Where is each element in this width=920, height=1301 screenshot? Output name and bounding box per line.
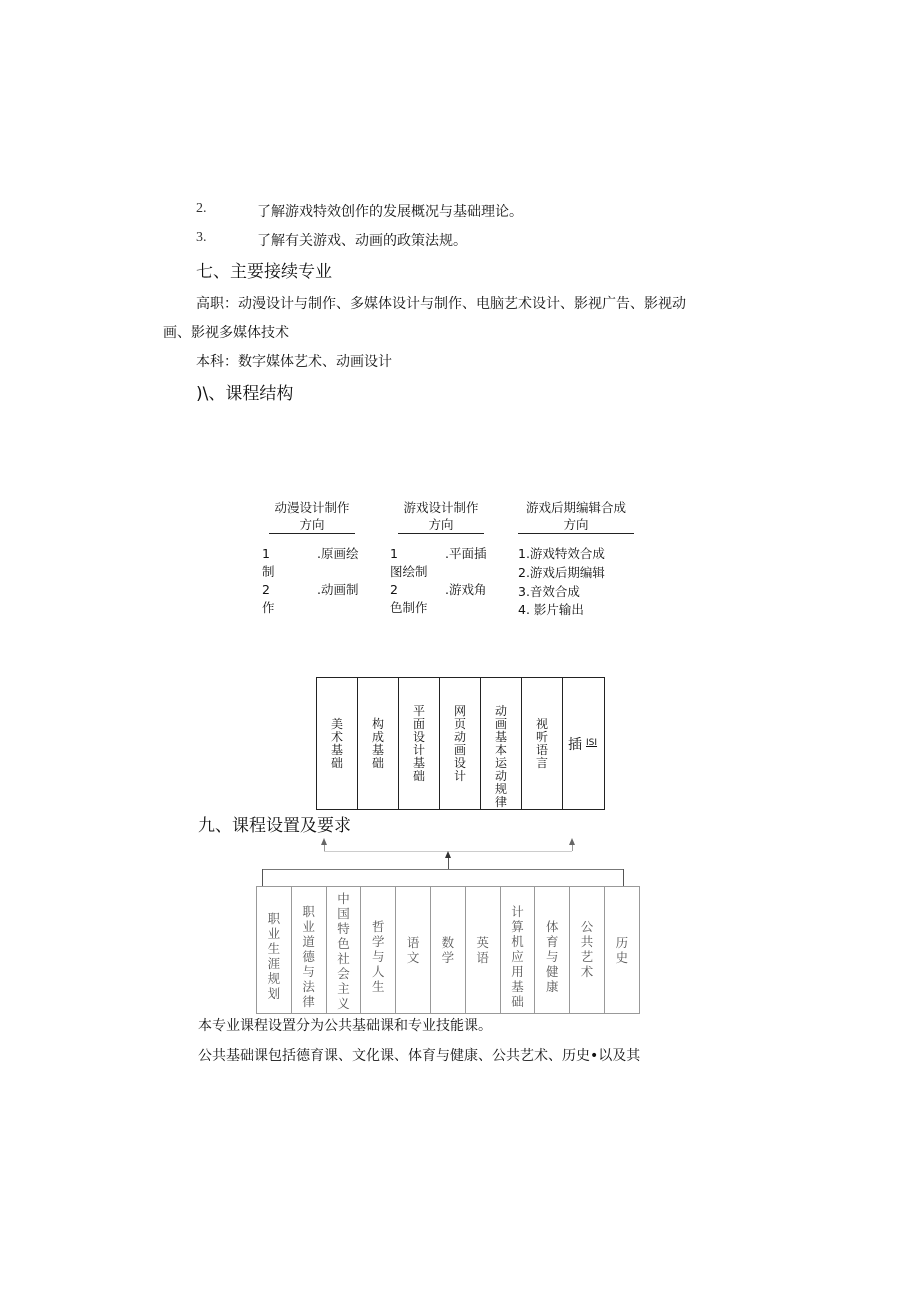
- dir1-item-a-number: 1: [262, 546, 270, 561]
- arrow-up-icon: [445, 851, 451, 858]
- connector-right-stem: [572, 845, 573, 851]
- public-course-box: [327, 887, 362, 1013]
- public-course-label: 职业道德与法律: [302, 904, 315, 1009]
- public-course-box: [570, 887, 605, 1013]
- public-course-label: 中国特色社会主义: [337, 891, 350, 1011]
- public-course-label: 英语: [476, 935, 489, 965]
- connector-left-drop: [262, 869, 263, 886]
- item-3-text: 了解有关游戏、动画的政策法规。: [257, 233, 467, 249]
- public-course-label: 职业生涯规划: [267, 911, 281, 1001]
- public-course-label: 哲学与人生: [372, 919, 385, 994]
- section-9-heading: 九、课程设置及要求: [198, 816, 351, 836]
- core-course-row: [316, 677, 605, 810]
- direction-3-title-line2: 方向: [563, 517, 589, 532]
- benke-line: 本科：数字媒体艺术、动画设计: [196, 354, 392, 370]
- section-9-para-1: 本专业课程设置分为公共基础课和专业技能课。: [198, 1018, 492, 1034]
- public-course-box: [257, 887, 292, 1013]
- public-course-label: 体育与健康: [546, 919, 559, 994]
- gaozhi-line-1: 高职：动漫设计与制作、多媒体设计与制作、电脑艺术设计、影视广告、影视动: [196, 296, 686, 312]
- direction-1-title-line2: 方向: [299, 517, 325, 532]
- core-course-box: [481, 678, 522, 809]
- dir2-item-a-cont: 图绘制: [390, 564, 428, 579]
- connector-center-stem: [448, 858, 449, 869]
- arrow-up-icon: [569, 838, 575, 845]
- dir1-item-b-cont: 作: [262, 600, 275, 615]
- public-course-row: [256, 886, 640, 1014]
- direction-1-rule: [269, 533, 355, 534]
- direction-3-rule: [518, 533, 634, 534]
- direction-1-title-line1: 动漫设计制作: [274, 500, 350, 515]
- gaozhi-line-2: 画、影视多媒体技术: [163, 325, 289, 341]
- core-course-box-last: [563, 678, 605, 809]
- direction-2-title-line2: 方向: [428, 517, 454, 532]
- item-3-number: 3.: [196, 230, 207, 245]
- arrow-up-icon: [321, 838, 327, 845]
- direction-3-title-line1: 游戏后期编辑合成: [525, 500, 626, 515]
- dir1-item-a-text: .原画绘: [317, 546, 359, 561]
- core-course-label: 构成基础: [371, 717, 384, 770]
- direction-2-title-line1: 游戏设计制作: [403, 500, 479, 515]
- public-course-label: 公共艺术: [580, 919, 594, 979]
- item-2-text: 了解游戏特效创作的发展概况与基础理论。: [257, 204, 523, 220]
- direction-1-title: [262, 499, 362, 533]
- public-course-label: 计算机应用基础: [511, 904, 524, 1009]
- direction-2-title: [390, 499, 492, 533]
- dir1-item-b-number: 2: [262, 582, 270, 597]
- dir2-item-b-number: 2: [390, 582, 398, 597]
- public-course-box: [361, 887, 396, 1013]
- core-course-label: 视听语言: [535, 717, 548, 770]
- public-course-box: [431, 887, 466, 1013]
- dir1-item-b-text: .动画制: [317, 582, 359, 597]
- core-course-label: 动画基本运动规律: [494, 704, 507, 809]
- connector-bracket-line: [262, 869, 624, 870]
- core-course-box: [317, 678, 358, 809]
- dir2-item-a-number: 1: [390, 546, 398, 561]
- core-course-box: [522, 678, 563, 809]
- public-course-box: [535, 887, 570, 1013]
- core-course-box: [399, 678, 440, 809]
- dir3-item-1: 1.游戏特效合成: [518, 546, 605, 561]
- dir2-item-b-cont: 色制作: [390, 600, 428, 615]
- section-7-heading: 七、主要接续专业: [196, 262, 332, 282]
- connector-right-drop: [623, 869, 624, 886]
- public-course-box: [466, 887, 501, 1013]
- core-course-box: [440, 678, 481, 809]
- core-course-last-suffix: ISI: [586, 738, 598, 748]
- public-course-box: [292, 887, 327, 1013]
- direction-3-title: [516, 499, 636, 533]
- direction-2-rule: [398, 533, 484, 534]
- dir3-item-3: 3.音效合成: [518, 584, 580, 599]
- core-course-box: [358, 678, 399, 809]
- core-course-label: 网页动画设计: [453, 704, 466, 783]
- dir3-item-2: 2.游戏后期编辑: [518, 565, 605, 580]
- core-course-last-char: 插: [568, 737, 582, 753]
- dir3-item-4: 4. 影片输出: [518, 602, 584, 617]
- public-course-label: 语文: [406, 935, 420, 965]
- core-course-label: 美术基础: [330, 717, 343, 770]
- public-course-box: [605, 887, 640, 1013]
- core-course-label: 平面设计基础: [412, 704, 425, 783]
- section-8-heading: )\、课程结构: [196, 384, 294, 404]
- connector-left-stem: [324, 845, 325, 851]
- public-course-box: [501, 887, 536, 1013]
- dir1-item-a-cont: 制: [262, 564, 275, 579]
- public-course-label: 数学: [441, 935, 455, 965]
- public-course-label: 历史: [615, 935, 629, 965]
- dir2-item-a-text: .平面插: [445, 546, 487, 561]
- section-9-para-2: 公共基础课包括德育课、文化课、体育与健康、公共艺术、历史•以及其: [198, 1048, 641, 1064]
- public-course-box: [396, 887, 431, 1013]
- dir2-item-b-text: .游戏角: [445, 582, 487, 597]
- item-2-number: 2.: [196, 201, 207, 216]
